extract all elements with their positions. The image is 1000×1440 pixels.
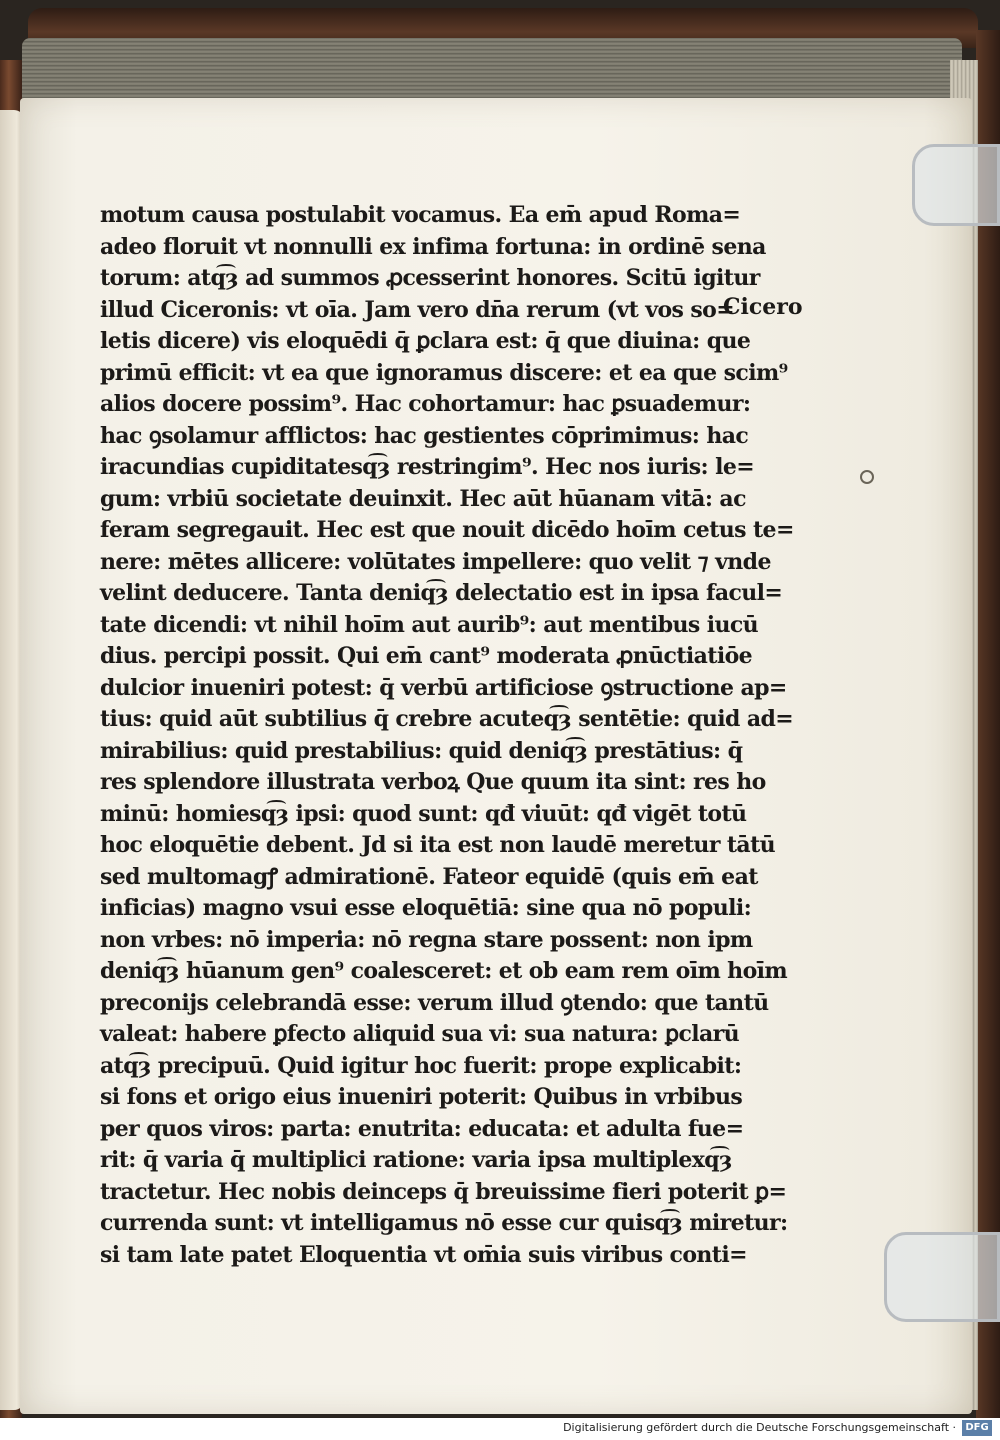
text-line: illud Ciceronis: vt oīa. Jam vero dn̄a rerum (vt vos so= (100, 296, 735, 323)
text-line: dius. percipi possit. Qui em̄ cant⁹ moderata ꝓnūctiatiōe (100, 643, 753, 669)
text-line: minū: homiesq͡ȝ ipsi: quod sunt: qđ viuūt: qđ vigēt totū (100, 800, 747, 827)
printed-page (20, 98, 972, 1414)
text-line: dulcior inueniri potest: q̄ verbū artificiose ꝯstructione ap= (100, 674, 787, 701)
text-block (100, 200, 794, 1271)
text-line: valeat: habere ꝑfecto aliquid sua vi: sua natura: ꝑclarū (100, 1021, 740, 1047)
text-line: letis dicere) vis eloquēdi q̄ ꝑclara est: q̄ que diuina: que (100, 328, 751, 354)
page-clip-bottom (884, 1232, 1000, 1322)
text-line: primū efficit: vt ea que ignoramus discere: et ea que scim⁹ (100, 359, 788, 386)
text-line: atq͡ȝ precipuū. Quid igitur hoc fuerit: prope explicabit: (100, 1052, 742, 1079)
text-line: iracundias cupiditatesq͡ȝ restringim⁹. Hec nos iuris: le= (100, 454, 755, 480)
text-line: hoc eloquētie debent. Jd si ita est non laudē meretur tātū (100, 832, 776, 858)
text-line: motum causa postulabit vocamus. Ea em̄ apud Roma= (100, 202, 741, 228)
text-line: alios docere possim⁹. Hac cohortamur: hac ꝑsuademur: (100, 391, 751, 417)
text-line: currenda sunt: vt intelligamus nō esse cur quisq͡ȝ miretur: (100, 1210, 788, 1236)
book-cover-right (976, 30, 1000, 1420)
text-line: feram segregauit. Hec est que nouit dicēdo hoīm cetus te= (100, 517, 794, 543)
text-line: preconijs celebrandā esse: verum illud ꝯtendo: que tantū (100, 989, 769, 1016)
text-line: si tam late patet Eloquentia vt om̄ia suis viribus conti= (100, 1241, 747, 1268)
dfg-logo: DFG (962, 1420, 992, 1436)
text-line: non vrbes: nō imperia: nō regna stare possent: non ipm (100, 926, 753, 953)
ink-mark (860, 470, 874, 484)
funding-credit: Digitalisierung gefördert durch die Deutsche Forschungsgemeinschaft · (563, 1421, 956, 1434)
text-line: si fons et origo eius inueniri poterit: Quibus in vrbibus (100, 1084, 743, 1110)
text-line: tractetur. Hec nobis deinceps q̄ breuissime fieri poterit ꝑ= (100, 1178, 787, 1205)
text-line: mirabilius: quid prestabilius: quid deniq͡ȝ prestātius: q̄ (100, 737, 743, 764)
text-line: hac ꝯsolamur afflictos: hac gestientes cōprimimus: hac (100, 422, 749, 449)
text-line: adeo floruit vt nonnulli ex infima fortuna: in ordinē sena (100, 233, 766, 260)
marginal-note: Cicero (723, 294, 803, 320)
text-line: velint deducere. Tanta deniq͡ȝ delectatio est in ipsa facul= (100, 580, 783, 606)
text-line: sed multomagꝭ admirationē. Fateor equidē (quis em̄ eat (100, 863, 758, 890)
page-clip-top (912, 144, 1000, 226)
text-line: res splendore illustrata verboꝝ Que quum ita sint: res ho (100, 769, 766, 795)
text-line: per quos viros: parta: enutrita: educata: et adulta fue= (100, 1115, 744, 1142)
text-line: gum: vrbiū societate deuinxit. Hec aūt hūanam vitā: ac (100, 485, 746, 512)
text-line: nere: mētes allicere: volūtates impellere: quo velit ⁊ vnde (100, 548, 771, 575)
text-line: rit: q̄ varia q̄ multiplici ratione: varia ipsa multiplexq͡ȝ (100, 1147, 732, 1173)
text-line: torum: atq͡ȝ ad summos ꝓcesserint honores. Scitū igitur (100, 265, 760, 291)
footer-bar (0, 1418, 1000, 1440)
text-line: tius: quid aūt subtilius q̄ crebre acuteq͡ȝ sentētie: quid ad= (100, 706, 794, 732)
text-line: deniq͡ȝ hūanum gen⁹ coalesceret: et ob eam rem oīm hoīm (100, 958, 788, 984)
text-line: tate dicendi: vt nihil hoīm aut aurib⁹: aut mentibus iucū (100, 611, 759, 638)
text-line: inficias) magno vsui esse eloquētiā: sine qua nō populi: (100, 895, 752, 921)
